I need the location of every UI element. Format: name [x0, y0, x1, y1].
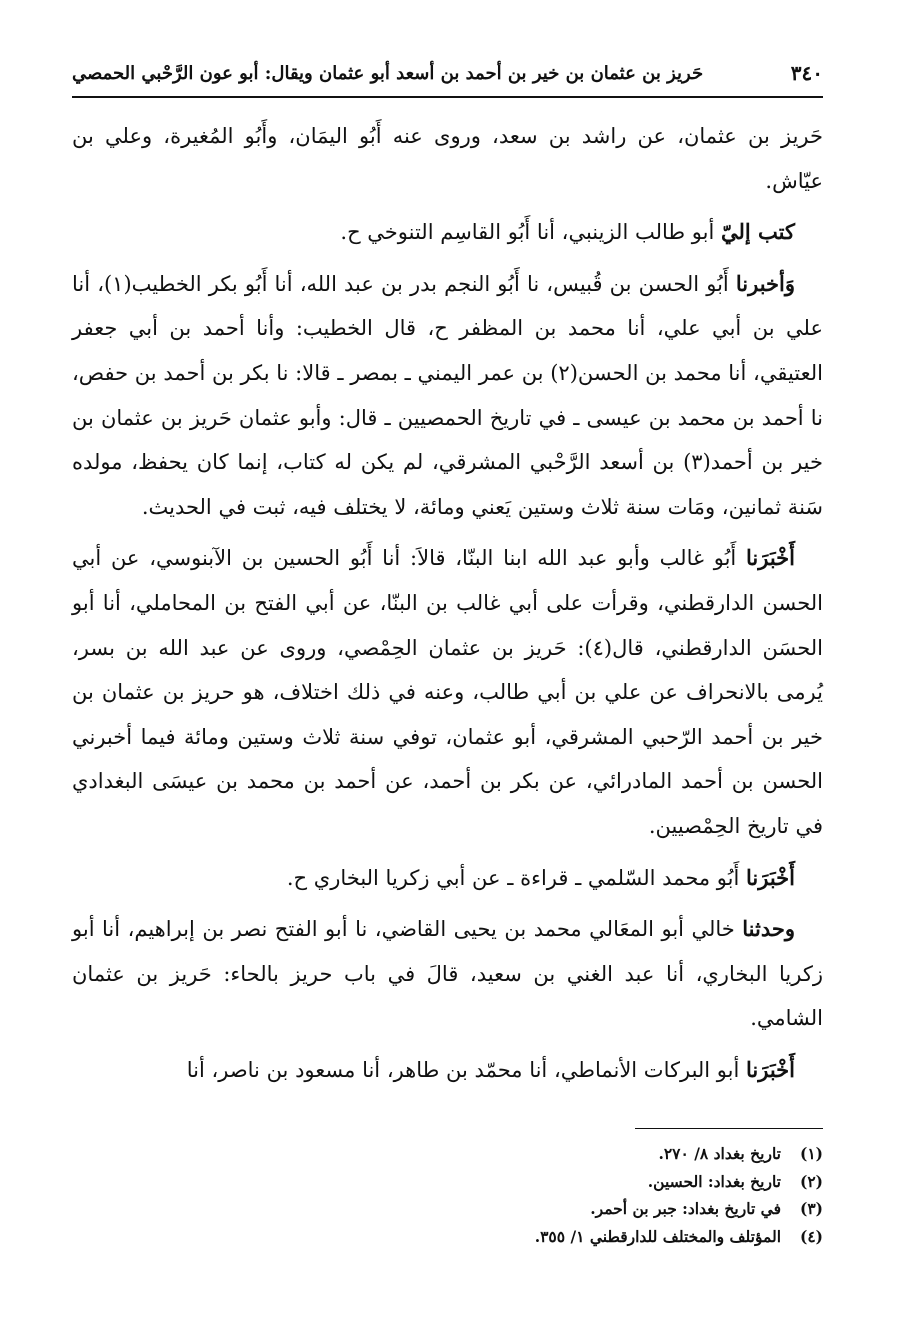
footnote-number: (١): [799, 1144, 823, 1163]
paragraph-lead: أَخْبَرَنا: [746, 545, 795, 571]
paragraph: [72, 907, 823, 1041]
paragraph: [72, 1048, 823, 1093]
paragraph-text: أَبُو محمد السّلمي ـ قراءة ـ عن أبي زكريا البخاري ح.: [286, 865, 747, 890]
paragraph: [72, 262, 823, 530]
paragraph: [72, 210, 823, 255]
footnote-text: تاريخ بغداد: الحسين.: [647, 1171, 781, 1191]
page-number: ٣٤٠: [790, 61, 823, 85]
paragraph-text: أَبُو الحسن بن قُبيس، نا أَبُو النجم بدر بن عبد الله، أنا أَبُو بكر الخطيب(١)، أنا علي بن أبي علي، أنا محمد بن المظفر ح، قال الخطيب: وأنا أحمد بن أبي جعفر العتيقي، أنا محمد بن الحسن(٢) بن عمر اليمني ـ بمصر ـ قالا: نا بكر بن أحمد بن حفص، نا أحمد بن محمد بن عيسى ـ في تاريخ الحمصيين ـ قال: وأبو عثمان حَريز بن عثمان بن خير بن أحمد(٣) بن أسعد الرَّحْبي المشرقي، لم يكن له كتاب، إنما كان يحفظ، مولده سَنة ثمانين، ومَات سنة ثلاث وستين يَعني ومائة، لا يختلف فيه، ثبت في الحديث.: [72, 271, 823, 519]
footnote-text: في تاريخ بغداد: جبر بن أحمر.: [590, 1199, 781, 1218]
paragraph-lead: وَأخبرنا: [735, 270, 795, 296]
footnote-text: المؤتلف والمختلف للدارقطني ١/ ٣٥٥.: [534, 1226, 781, 1246]
footnote: [72, 1195, 823, 1223]
paragraph-lead: وحدثنا: [742, 916, 795, 942]
paragraph: [72, 114, 823, 203]
footnote-divider: [635, 1128, 823, 1129]
paragraph-lead: أَخْبَرَنا: [746, 864, 795, 890]
footnote-number: (٢): [799, 1171, 823, 1191]
footnote-number: (٣): [799, 1199, 823, 1218]
paragraph-text: حَريز بن عثمان، عن راشد بن سعد، وروى عنه أَبُو اليمَان، وأَبُو المُغيرة، وعلي بن عيّاش.: [72, 124, 823, 193]
paragraph-lead: أَخْبَرَنا: [746, 1056, 795, 1082]
paragraph-text: أبو طالب الزينبي، أنا أَبُو القاسِم التنوخي ح.: [340, 220, 721, 245]
main-text: [72, 114, 823, 1099]
paragraph-text: أَبُو غالب وأبو عبد الله ابنا البنّا، قالاَ: أنا أَبُو الحسين بن الآبنوسي، عن أبي الحسن الدارقطني، وقرأت على أبي غالب بن البنّا، عن أبي الفتح بن المحاملي، أنا أبو الحسَن الدارقطني، قال(٤): حَريز بن عثمان الحِمْصي، وروى عن عبد الله بن بسر، يُرمى بالانحراف عن علي بن أبي طالب، وعنه في ذلك اختلاف، هو حريز بن عثمان بن خير بن أحمد الرّحبي المشرقي، أبو عثمان، توفي سنة ثلاث وستين ومائة فيما أخبرني الحسن بن أحمد المادرائي، عن بكر بن أحمد، عن أحمد بن محمد بن عيسَى البغدادي في تاريخ الحِمْصيين.: [72, 546, 823, 838]
paragraph-text: أبو البركات الأنماطي، أنا محمّد بن طاهر، أنا مسعود بن ناصر، أنا: [186, 1057, 747, 1082]
paragraph: [72, 856, 823, 901]
footnote: [72, 1223, 823, 1251]
paragraph-text: خالي أبو المعَالي محمد بن يحيى القاضي، نا أبو الفتح نصر بن إبراهيم، أنا أبو زكريا البخاري، أنا عبد الغني بن سعيد، قالَ في باب حريز بالحاء: حَريز بن عثمان الشامي.: [72, 917, 823, 1031]
paragraph-lead: كتب إليّ: [720, 219, 795, 245]
footnote-text: تاريخ بغداد ٨/ ٢٧٠.: [658, 1144, 781, 1163]
paragraph: [72, 536, 823, 848]
running-title: حَريز بن عثمان بن خير بن أحمد بن أسعد أبو عثمان ويقال: أبو عون الرَّحْبي الحمصي: [72, 62, 704, 84]
footnote-number: (٤): [799, 1226, 823, 1246]
header-divider: [72, 96, 823, 98]
page-header: [72, 56, 823, 90]
footnote: [72, 1168, 823, 1196]
footnotes: [72, 1140, 823, 1250]
footnote: [72, 1140, 823, 1168]
